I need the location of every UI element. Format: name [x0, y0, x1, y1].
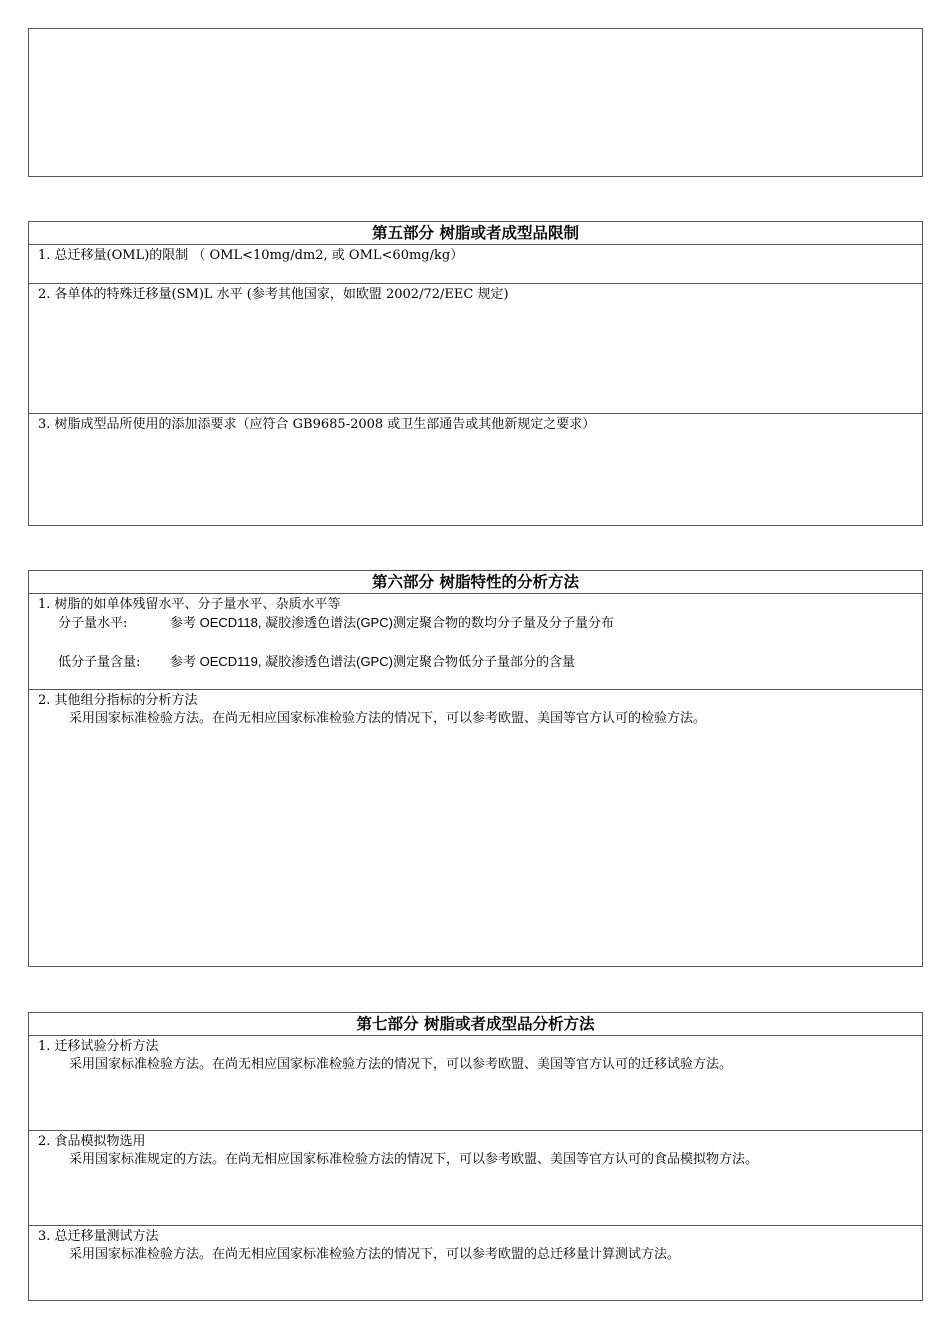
- part5-item2: [29, 284, 922, 414]
- part6-item1: [29, 594, 922, 690]
- part6-lmw-label: 低分子量含量:: [58, 655, 141, 670]
- part7-table: [28, 1012, 923, 1301]
- part5-item3-text: 3. 树脂成型品所使用的添加添要求（应符合 GB9685-2008 或卫生部通告或其他新规定之要求）: [38, 417, 596, 432]
- part6-table: [28, 570, 923, 967]
- part5-item1: [29, 245, 922, 284]
- empty-box: [28, 28, 923, 177]
- part6-item2-heading: 2. 其他组分指标的分析方法: [38, 693, 198, 708]
- part7-item1-text: 采用国家标准检验方法。在尚无相应国家标准检验方法的情况下，可以参考欧盟、美国等官方认可的迁移试验方法。: [69, 1057, 733, 1072]
- part7-item2-heading: 2. 食品模拟物选用: [38, 1134, 146, 1149]
- part7-item2-text: 采用国家标准规定的方法。在尚无相应国家标准检验方法的情况下，可以参考欧盟、美国等官方认可的食品模拟物方法。: [69, 1152, 759, 1167]
- part6-mw-label: 分子量水平:: [58, 616, 128, 631]
- part5-title: 第五部分 树脂或者成型品限制: [29, 222, 922, 245]
- part7-item2: [29, 1131, 922, 1226]
- part5-table: [28, 221, 923, 526]
- part6-item2: [29, 690, 922, 967]
- part5-item2-text: 2. 各单体的特殊迁移量(SM)L 水平 (参考其他国家，如欧盟 2002/72/EEC 规定): [38, 287, 509, 302]
- part7-item3-text: 采用国家标准检验方法。在尚无相应国家标准检验方法的情况下，可以参考欧盟的总迁移量计算测试方法。: [69, 1247, 681, 1262]
- part6-item2-text: 采用国家标准检验方法。在尚无相应国家标准检验方法的情况下，可以参考欧盟、美国等官方认可的检验方法。: [69, 711, 707, 726]
- part7-item3-heading: 3. 总迁移量测试方法: [38, 1229, 159, 1244]
- part7-item1: [29, 1036, 922, 1131]
- part7-item3: [29, 1226, 922, 1301]
- part6-title: 第六部分 树脂特性的分析方法: [29, 571, 922, 594]
- part6-mw-text: 参考 OECD118, 凝胶渗透色谱法(GPC)测定聚合物的数均分子量及分子量分布: [170, 615, 614, 630]
- part7-title: 第七部分 树脂或者成型品分析方法: [29, 1013, 922, 1036]
- part7-item1-heading: 1. 迁移试验分析方法: [38, 1039, 159, 1054]
- part5-item1-text: 1. 总迁移量(OML)的限制 （ OML<10mg/dm2, 或 OML<60mg/kg）: [38, 248, 464, 263]
- part6-item1-heading: 1. 树脂的如单体残留水平、分子量水平、杂质水平等: [38, 597, 341, 612]
- part6-lmw-text: 参考 OECD119, 凝胶渗透色谱法(GPC)测定聚合物低分子量部分的含量: [170, 654, 575, 669]
- part5-item3: [29, 414, 922, 525]
